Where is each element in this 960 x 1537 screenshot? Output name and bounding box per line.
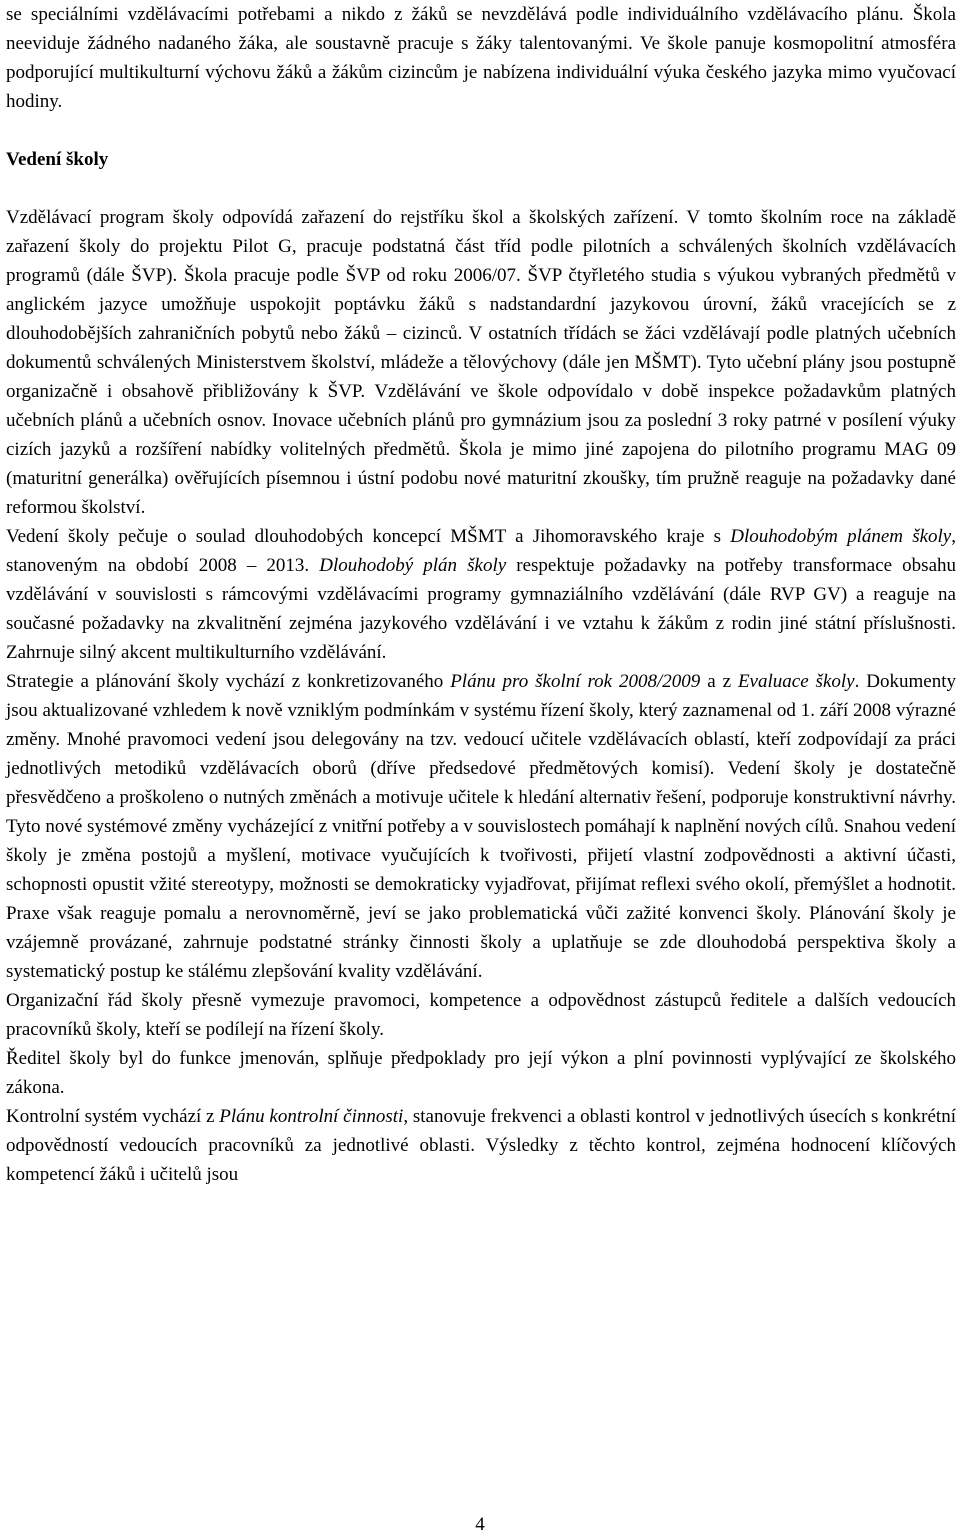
italic-text-run: Dlouhodobým plánem školy: [730, 526, 952, 547]
italic-text-run: Evaluace školy: [737, 671, 855, 692]
text-run: respektuje požadavky na potřeby transformace obsahu vzdělávání v souvislosti s rámcovými vzdělávacími programy gymnaziálního vzdělávání (dále RVP GV) a reaguje na současné požadavky na zkvalitnění zejména jazykového vzdělávání i ve vztahu k žákům z rodin jiné státní příslušnosti. Zahrnuje silný akcent multikulturního vzdělávání.: [6, 555, 957, 663]
text-run: . Dokumenty jsou aktualizované vzhledem k nově vzniklým podmínkám v systému řízení školy, který zaznamenal od 1. září 2008 výrazné změny. Mnohé pravomoci vedení jsou delegovány na tzv. vedoucí učitele vzdělávacích oblastí, kteří zodpovídají za práci jednotlivých metodiků vzdělávacích oborů (dříve předsedové předmětových komisí). Vedení školy je dostatečně přesvědčeno a proškoleno o nutných změnách a motivuje učitele k hledání alternativ řešení, podporuje konstruktivní návrhy. Tyto nové systémové změny vycházející z vnitřní potřeby a v souvislostech pomáhají k naplnění nových cílů. Snahou vedení školy je změna postojů a myšlení, motivace vyučujících k tvořivosti, přijetí vlastní zodpovědnosti a aktivní účasti, schopnosti opustit vžité stereotypy, možnosti se demokraticky vyjadřovat, přijímat reflexi svého okolí, přemýšlet a hodnotit. Praxe však reaguje pomalu a nerovnoměrně, jeví se jako problematická vůči zažité konvenci školy. Plánování školy je vzájemně provázané, zahrnuje podstatné stránky činnosti školy a uplatňuje se zde dlouhodobá perspektiva školy a systematický postup ke stálému zlepšování kvality vzdělávání.: [6, 671, 956, 982]
italic-text-run: Dlouhodobý plán školy: [319, 555, 507, 576]
text-run: Vedení školy: [6, 149, 109, 170]
text-run: , stanoveným na období 2008 – 2013.: [6, 526, 956, 576]
document-page: [6, 0, 956, 1189]
strategy-paragraph: [6, 667, 956, 986]
text-run: Strategie a plánování školy vychází z konkretizovaného: [6, 671, 451, 692]
section-heading: [6, 145, 956, 174]
school-program-paragraph: [6, 203, 956, 522]
text-run: stanovuje frekvenci a oblasti kontrol v jednotlivých úsecích s konkrétní odpovědností vedoucích pracovníků za jednotlivé oblasti. Výsledky z těchto kontrol, zejména hodnocení klíčových kompetencí žáků i učitelů jsou: [6, 1106, 956, 1185]
text-run: Vzdělávací program školy odpovídá zařazení do rejstříku škol a školských zařízení. V tomto školním roce na základě zařazení školy do projektu Pilot G, pracuje podstatná část tříd podle pilotních a schválených školních vzdělávacích programů (dále ŠVP). Škola pracuje podle ŠVP od roku 2006/07. ŠVP čtyřletého studia s výukou vybraných předmětů v anglickém jazyce umožňuje uspokojit poptávku žáků s nadstandardní jazykovou úrovní, žáků vracejících se z dlouhodobějších zahraničních pobytů nebo žáků – cizinců. V ostatních třídách se žáci vzdělávají podle platných učebních dokumentů schválených Ministerstvem školství, mládeže a tělovýchovy (dále jen MŠMT). Tyto učební plány jsou postupně organizačně i obsahově přibližovány k ŠVP. Vzdělávání ve škole odpovídalo v době inspekce požadavkům platných učebních plánů a učebních osnov. Inovace učebních plánů pro gymnázium jsou za poslední 3 roky patrné v posílení výuky cizích jazyků a rozšíření nabídky volitelných předmětů. Škola je mimo jiné zapojena do pilotního programu MAG 09 (maturitní generálka) ověřujících písemnou i ústní podobu nové maturitní zkoušky, tím pružně reaguje na požadavky dané reformou školství.: [6, 207, 956, 518]
text-run: Kontrolní systém vychází z: [6, 1106, 220, 1127]
page-number: 4: [475, 1514, 485, 1535]
text-run: Ředitel školy byl do funkce jmenován, splňuje předpoklady pro její výkon a plní povinnosti vyplývající ze školského zákona.: [6, 1048, 956, 1098]
italic-text-run: Plánu kontrolní činnosti,: [219, 1106, 409, 1127]
intro-paragraph: [6, 0, 956, 116]
concept-paragraph: [6, 522, 956, 667]
text-run: se speciálními vzdělávacími potřebami a nikdo z žáků se nevzdělává podle individuálního vzdělávacího plánu. Škola neeviduje žádného nadaného žáka, ale soustavně pracuje s žáky talentovanými. Ve škole panuje kosmopolitní atmosféra podporující multikulturní výchovu žáků a žákům cizincům je nabízena individuální výuka českého jazyka mimo vyučovací hodiny.: [6, 4, 956, 112]
text-run: Organizační řád školy přesně vymezuje pravomoci, kompetence a odpovědnost zástupců ředitele a dalších vedoucích pracovníků školy, kteří se podílejí na řízení školy.: [6, 990, 956, 1040]
text-run: Vedení školy pečuje o soulad dlouhodobých koncepcí MŠMT a Jihomoravského kraje s: [6, 526, 731, 547]
italic-text-run: Plánu pro školní rok 2008/2009: [450, 671, 701, 692]
organization-paragraph: [6, 986, 956, 1044]
control-paragraph: [6, 1102, 956, 1189]
director-paragraph: [6, 1044, 956, 1102]
text-run: a z: [700, 671, 738, 692]
